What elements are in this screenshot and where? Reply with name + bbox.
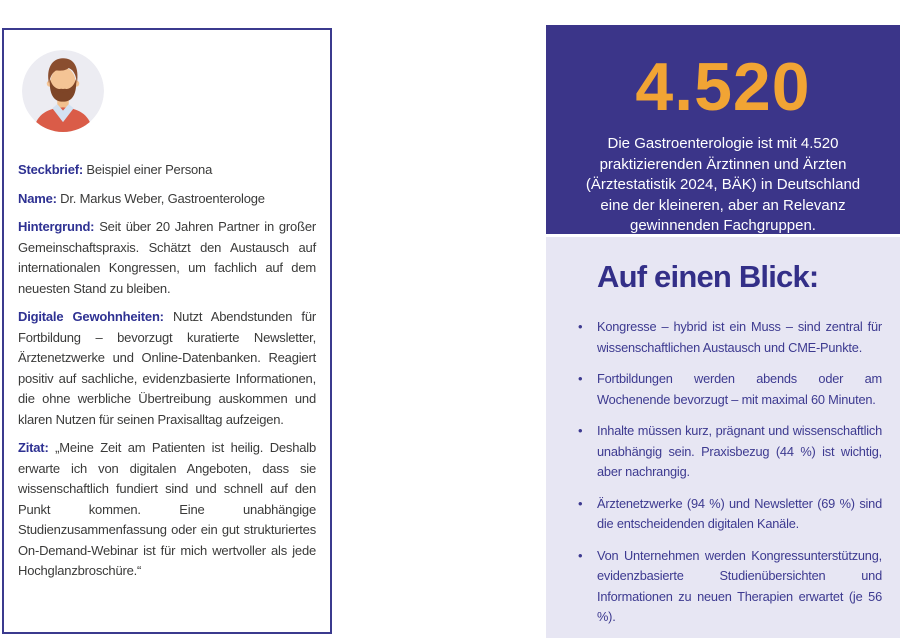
profile-text-block	[18, 160, 316, 582]
profile-paragraph-text: „Meine Zeit am Patienten ist heilig. Deshalb erwarte ich von digitalen Angeboten, dass sie wissenschaftlich fundiert sind und schnell auf den Punkt kommen. Eine unabhängige Studienzusammenfassung oder ein gut strukturiertes On-Demand-Webinar ist für mich wertvoller als jede Hochglanzbroschüre.“	[18, 440, 316, 578]
profile-paragraph	[18, 438, 316, 582]
profile-paragraph	[18, 160, 316, 181]
profile-paragraph-label: Hintergrund:	[18, 219, 95, 234]
stat-highlight-box	[546, 25, 900, 234]
profile-paragraph-text: Beispiel einer Persona	[86, 162, 213, 177]
stat-description: Die Gastroenterologie ist mit 4.520 praktizierenden Ärztinnen und Ärzten (Ärztestatistik 2024, BÄK) in Deutschland eine der kleineren, aber an Relevanz gewinnenden Fachgruppen.	[585, 135, 861, 234]
persona-profile-card	[2, 28, 332, 634]
profile-paragraph-text: Dr. Markus Weber, Gastroenterologe	[60, 190, 265, 206]
glance-heading: Auf einen Blick:	[597, 259, 819, 294]
glance-bullet-item: • Von Unternehmen werden Kongressunterstützung, evidenzbasierte Studienübersichten und Informationen zu neuen Therapien erwartet (je 56 %).	[597, 546, 882, 628]
male-doctor-avatar-icon	[22, 50, 104, 132]
profile-paragraph-label: Digitale Gewohnheiten:	[18, 309, 164, 324]
glance-bullet-item: • Fortbildungen werden abends oder am Wochenende bevorzugt – mit maximal 60 Minuten.	[597, 369, 882, 410]
profile-paragraph	[18, 189, 316, 210]
profile-paragraph	[18, 307, 316, 430]
glance-bullet-list	[597, 317, 882, 628]
profile-paragraph-label: Zitat:	[18, 440, 49, 455]
profile-paragraph-label: Name:	[18, 190, 57, 206]
profile-paragraph-text: Nutzt Abendstunden für Fortbildung – bevorzugt kuratierte Newsletter, Ärztenetzwerke und Online-Datenbanken. Reagiert positiv auf sachliche, evidenzbasierte Informationen, die ohne werbliche Übertreibung auskommen und klaren Nutzen für seinen Praxisalltag aufzeigen.	[18, 309, 316, 427]
glance-bullet-item: • Ärztenetzwerke (94 %) und Newsletter (69 %) sind die entscheidenden digitalen Kanäle.	[597, 494, 882, 535]
profile-paragraph-text: Seit über 20 Jahren Partner in großer Gemeinschaftspraxis. Schätzt den Austausch auf internationalen Kongressen, um fachlich auf dem neuesten Stand zu bleiben.	[18, 219, 316, 296]
profile-paragraph-label: Steckbrief:	[18, 162, 83, 177]
glance-bullet-item: • Inhalte müssen kurz, prägnant und wissenschaftlich unabhängig sein. Praxisbezug (44 %) ist wichtig, aber nachrangig.	[597, 421, 882, 483]
stat-number: 4.520	[635, 49, 811, 125]
profile-paragraph	[18, 217, 316, 299]
glance-bullet-item: • Kongresse – hybrid ist ein Muss – sind zentral für wissenschaftlichen Austausch und CME-Punkte.	[597, 317, 882, 358]
at-a-glance-box	[546, 237, 900, 638]
avatar	[22, 50, 104, 132]
